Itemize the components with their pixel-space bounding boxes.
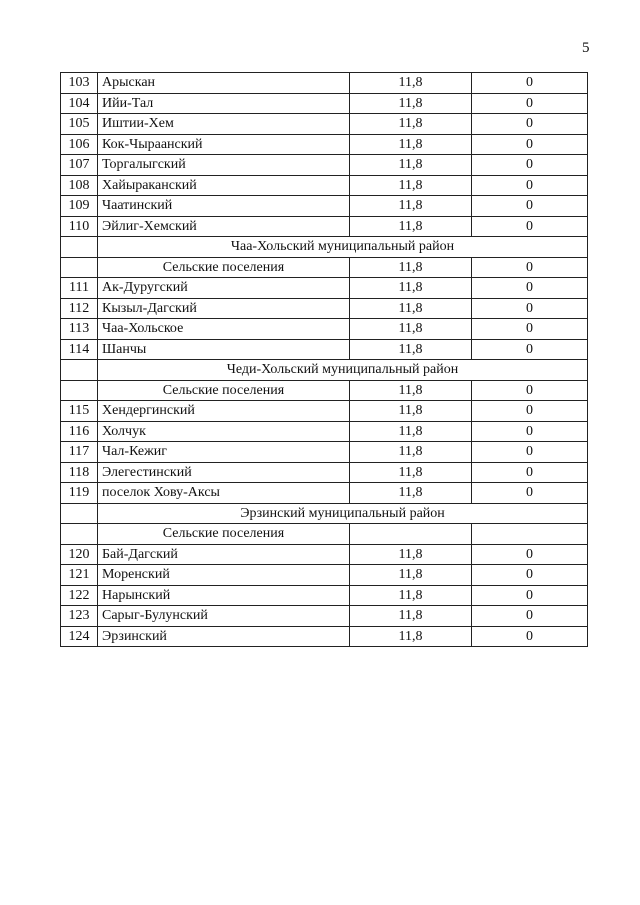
value-cell: 11,8 (350, 175, 472, 196)
settlement-name: Иштии-Хем (98, 114, 350, 135)
table-row (61, 585, 588, 606)
settlement-name: Нарынский (98, 585, 350, 606)
row-number: 111 (61, 278, 98, 299)
settlement-name: Хайыраканский (98, 175, 350, 196)
value-cell: 11,8 (350, 298, 472, 319)
value-cell: 11,8 (350, 73, 472, 94)
row-number: 118 (61, 462, 98, 483)
value-cell: 11,8 (350, 442, 472, 463)
extra-cell: 0 (472, 196, 588, 217)
value-cell: 11,8 (350, 278, 472, 299)
empty-cell (61, 503, 98, 524)
extra-cell: 0 (472, 606, 588, 627)
value-cell: 11,8 (350, 380, 472, 401)
value-cell: 11,8 (350, 421, 472, 442)
row-number: 103 (61, 73, 98, 94)
subheader-title: Сельские поселения (98, 257, 350, 278)
settlement-name: Бай-Дагский (98, 544, 350, 565)
row-number: 109 (61, 196, 98, 217)
table-row (61, 565, 588, 586)
extra-cell: 0 (472, 565, 588, 586)
extra-cell: 0 (472, 93, 588, 114)
extra-cell: 0 (472, 462, 588, 483)
row-number: 122 (61, 585, 98, 606)
settlements-table (60, 72, 588, 647)
value-cell: 11,8 (350, 134, 472, 155)
value-cell: 11,8 (350, 93, 472, 114)
empty-cell (61, 380, 98, 401)
value-cell: 11,8 (350, 216, 472, 237)
extra-cell: 0 (472, 155, 588, 176)
row-number: 121 (61, 565, 98, 586)
subheader-row (61, 257, 588, 278)
value-cell: 11,8 (350, 196, 472, 217)
extra-cell: 0 (472, 216, 588, 237)
value-cell: 11,8 (350, 626, 472, 647)
empty-cell (61, 360, 98, 381)
row-number: 119 (61, 483, 98, 504)
extra-cell: 0 (472, 585, 588, 606)
settlement-name: Элегестинский (98, 462, 350, 483)
row-number: 112 (61, 298, 98, 319)
extra-cell: 0 (472, 544, 588, 565)
settlement-name: Шанчы (98, 339, 350, 360)
settlement-name: Холчук (98, 421, 350, 442)
subheader-row (61, 524, 588, 545)
district-title: Чеди-Хольский муниципальный район (98, 360, 588, 381)
row-number: 105 (61, 114, 98, 135)
extra-cell (472, 524, 588, 545)
table-row (61, 319, 588, 340)
row-number: 104 (61, 93, 98, 114)
settlement-name: Ийи-Тал (98, 93, 350, 114)
subheader-row (61, 380, 588, 401)
value-cell: 11,8 (350, 114, 472, 135)
settlement-name: поселок Хову-Аксы (98, 483, 350, 504)
table-row (61, 544, 588, 565)
subheader-title: Сельские поселения (98, 524, 350, 545)
table-row (61, 216, 588, 237)
table-row (61, 483, 588, 504)
district-header-row (61, 237, 588, 258)
settlement-name: Кок-Чыраанский (98, 134, 350, 155)
value-cell: 11,8 (350, 462, 472, 483)
table-row (61, 421, 588, 442)
settlement-name: Чаа-Хольское (98, 319, 350, 340)
settlement-name: Торгалыгский (98, 155, 350, 176)
settlement-name: Эрзинский (98, 626, 350, 647)
extra-cell: 0 (472, 421, 588, 442)
value-cell: 11,8 (350, 606, 472, 627)
table-body (61, 73, 588, 647)
value-cell: 11,8 (350, 257, 472, 278)
district-header-row (61, 503, 588, 524)
table-row (61, 606, 588, 627)
row-number: 110 (61, 216, 98, 237)
row-number: 106 (61, 134, 98, 155)
extra-cell: 0 (472, 134, 588, 155)
value-cell: 11,8 (350, 544, 472, 565)
empty-cell (61, 257, 98, 278)
extra-cell: 0 (472, 339, 588, 360)
subheader-title: Сельские поселения (98, 380, 350, 401)
table-row (61, 442, 588, 463)
district-header-row (61, 360, 588, 381)
value-cell: 11,8 (350, 401, 472, 422)
value-cell: 11,8 (350, 319, 472, 340)
empty-cell (61, 524, 98, 545)
table-row (61, 93, 588, 114)
extra-cell: 0 (472, 442, 588, 463)
table-row (61, 196, 588, 217)
row-number: 113 (61, 319, 98, 340)
row-number: 107 (61, 155, 98, 176)
value-cell: 11,8 (350, 565, 472, 586)
table-row (61, 73, 588, 94)
table-row (61, 114, 588, 135)
extra-cell: 0 (472, 257, 588, 278)
extra-cell: 0 (472, 626, 588, 647)
row-number: 108 (61, 175, 98, 196)
row-number: 123 (61, 606, 98, 627)
value-cell: 11,8 (350, 155, 472, 176)
settlement-name: Сарыг-Булунский (98, 606, 350, 627)
row-number: 114 (61, 339, 98, 360)
table-row (61, 401, 588, 422)
extra-cell: 0 (472, 175, 588, 196)
extra-cell: 0 (472, 401, 588, 422)
row-number: 116 (61, 421, 98, 442)
settlement-name: Эйлиг-Хемский (98, 216, 350, 237)
table-row (61, 134, 588, 155)
value-cell (350, 524, 472, 545)
settlement-name: Чаатинский (98, 196, 350, 217)
table-row (61, 462, 588, 483)
empty-cell (61, 237, 98, 258)
extra-cell: 0 (472, 483, 588, 504)
value-cell: 11,8 (350, 339, 472, 360)
extra-cell: 0 (472, 73, 588, 94)
row-number: 124 (61, 626, 98, 647)
table-row (61, 155, 588, 176)
extra-cell: 0 (472, 319, 588, 340)
table-row (61, 298, 588, 319)
row-number: 120 (61, 544, 98, 565)
settlement-name: Кызыл-Дагский (98, 298, 350, 319)
district-title: Эрзинский муниципальный район (98, 503, 588, 524)
settlement-name: Хендергинский (98, 401, 350, 422)
page-number: 5 (582, 40, 590, 56)
row-number: 115 (61, 401, 98, 422)
row-number: 117 (61, 442, 98, 463)
extra-cell: 0 (472, 298, 588, 319)
settlement-name: Арыскан (98, 73, 350, 94)
table-row (61, 175, 588, 196)
table-row (61, 278, 588, 299)
district-title: Чаа-Хольский муниципальный район (98, 237, 588, 258)
settlement-name: Чал-Кежиг (98, 442, 350, 463)
settlement-name: Ак-Дуругский (98, 278, 350, 299)
extra-cell: 0 (472, 114, 588, 135)
extra-cell: 0 (472, 380, 588, 401)
value-cell: 11,8 (350, 483, 472, 504)
table-row (61, 339, 588, 360)
settlement-name: Моренский (98, 565, 350, 586)
value-cell: 11,8 (350, 585, 472, 606)
table-row (61, 626, 588, 647)
extra-cell: 0 (472, 278, 588, 299)
